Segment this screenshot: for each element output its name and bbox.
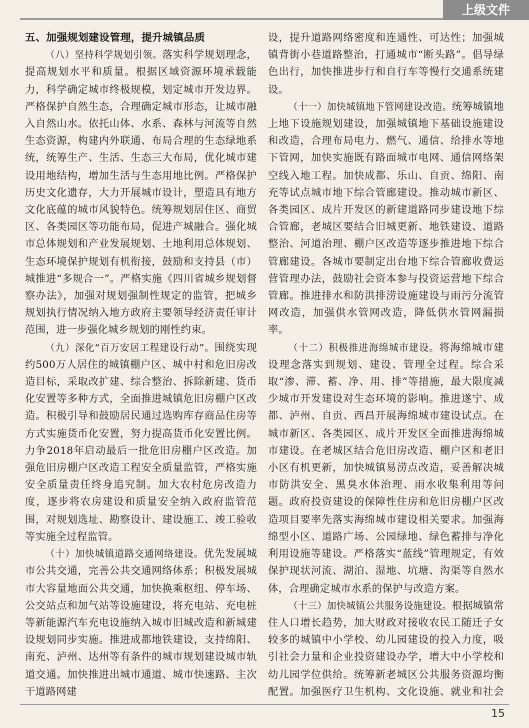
paragraph-8 — [25, 47, 257, 339]
paragraph-11-body: 统筹城镇地上地下设施规划建设，加强城镇地下基础设施建设和改造，合理布局电力、燃气、通信、给排水等地下管网，加快实施既有路面城市电网、通信网络架空线入地工程。加快成都、乐山、自贡、绵阳、南充等试点城市地下综合管廊建设。推动城市新区、各类园区、成片开发区的新建道路同步建设地下综合管廊，老城区要结合旧城更新、地铁建设、道路整治、河道治理、棚户区改造等逐步推进地下综合管廊建设。各城市要制定出台地下综合管廊收费运营管理办法，鼓励社会资本参与投资运营地下综合管廊。推进排水和防洪排涝设施建设与雨污分流管网改造，加强供水管网改造，降低供水管网漏损率。 — [268, 101, 504, 337]
page-number: 15 — [491, 707, 505, 720]
section-title: 五、加强规划建设管理，提升城镇品质 — [25, 32, 206, 44]
paragraph-13 — [268, 598, 504, 700]
paragraph-11 — [268, 99, 504, 340]
footer-rule — [20, 704, 509, 705]
paragraph-10-body: 优先发展城市公共交通，完善公共交通网络体系；积极发展城市大容量地面公共交通，加快换乘枢纽、停车场、公交站点和加气站等设施建设，将充电站、充电桩等新能源汽车充电设施纳入城市旧城改造和新城建设规划同步实施。推进成都地铁建设，支持绵阳、南充、泸州、达州等有条件的城市规划建设城市轨道交通。加快推进出城市通道、城市快速路、主次干道路网建 — [25, 549, 257, 698]
left-column — [25, 30, 257, 700]
paragraph-13-body: 根据城镇常住人口增长趋势，加大财政对接收农民工随迁子女较多的城镇中小学校、幼儿园建设的投入力度，吸引社会力量和企业投资建设办学，增大中小学校和幼儿园学位供给。统筹新老城区公共服务资源均衡配置。加强医疗卫生机构、文化设施、就业和社会 — [268, 600, 504, 698]
right-column — [268, 30, 504, 700]
paragraph-9 — [25, 340, 257, 546]
paragraph-11-heading: （十一）加快城镇地下管网建设改造。 — [288, 101, 452, 113]
paragraph-10 — [25, 546, 257, 700]
paragraph-8-body: 落实科学规划理念，提高规划水平和质量。根据区域资源环境承载能力，科学确定城市终极规模，划定城市开发边界。严格保护自然生态，合理确定城市形态，让城市融入自然山水。依托山体、水系、森林与河流等自然生态资源，构建内外联通、布局合理的生态绿地系统，统筹生产、生活、生态三大布局，优化城市建设用地结构，增加生活与生态用地比例。严格保护历史文化遗存，大力开展城市设计，塑造具有地方文化底蕴的城市风貌特色。统筹规划居住区、商贸区、各类园区等功能布局，促进产城融合。强化城市总体规划和产业发展规划、土地利用总体规划、生态环境保护规划有机衔接，鼓励和支持县（市）城推进“多规合一”。严格实施《四川省城乡规划督察办法》，加强对规划强制性规定的监管，把城乡规划执行情况纳入地方政府主要领导经济责任审计范围，进一步强化城乡规划的刚性约束。 — [25, 50, 257, 337]
paragraph-10-continued: 设，提升道路网络密度和连通性、可达性；加强城镇背街小巷道路整治，打通城市“断头路”。倡导绿色出行，加快推进步行和自行车等慢行交通系统建设。 — [268, 33, 504, 96]
paragraph-12-body: 将海绵城市建设理念落实到规划、建设、管理全过程。综合采取“渗、滞、蓄、净、用、排”等措施，最大限度减少城市开发建设对生态环境的影响。推进遂宁、成都、泸州、自贡、西昌开展海绵城市建设试点。在城市新区、各类园区、成片开发区全面推进海绵城市建设。在老城区结合危旧房改造、棚户区和老旧小区有机更新，加快城镇易涝点改造，妥善解决城市防洪安全、黑臭水体治理、雨水收集利用等问题。政府投资建设的保障性住房和危旧房棚户区改造项目要率先落实海绵城市建设相关要求。加强海绵型小区、道路广场、公园绿地、绿色蓄排与净化利用设施等建设。严格落实“蓝线”管理规定，有效保护现状河流、湖泊、湿地、坑塘、沟渠等自然水体，合理确定城市水系的保护与改造方案。 — [268, 342, 504, 595]
paragraph-13-heading: （十三）加快城镇公共服务设施建设。 — [288, 600, 452, 612]
paragraph-8-heading: （八）坚持科学规划引领。 — [45, 50, 163, 62]
section-tab: 上级文件 — [443, 0, 529, 20]
paragraph-12 — [268, 340, 504, 598]
paragraph-12-heading: （十二）积极推进海绵城市建设。 — [288, 342, 440, 354]
paragraph-9-heading: （九）深化“百万安居工程建设行动”。 — [45, 342, 215, 354]
paragraph-9-body: 围绕实现约500万人居住的城镇棚户区、城中村和危旧房改造目标，采取改扩建、综合整治、拆除新建、货币化安置等多种方式，全面推进城镇危旧房棚户区改造。积极引导和鼓励居民通过选购库存商品住房等方式实施货币化安置，努力提高货币化安置比例。力争2018年启动最后一批危旧房棚户区改造。加强危旧房棚户区改造工程安全质量监管，严格实施安全质量责任终身追究制。加大农村危房改造力度，逐步将农房建设和质量安全纳入政府监管范围，对规划选址、勘察设计、建设施工、竣工验收等实施全过程监管。 — [25, 342, 257, 543]
paragraph-10-heading: （十）加快城镇道路交通网络建设。 — [45, 549, 204, 561]
